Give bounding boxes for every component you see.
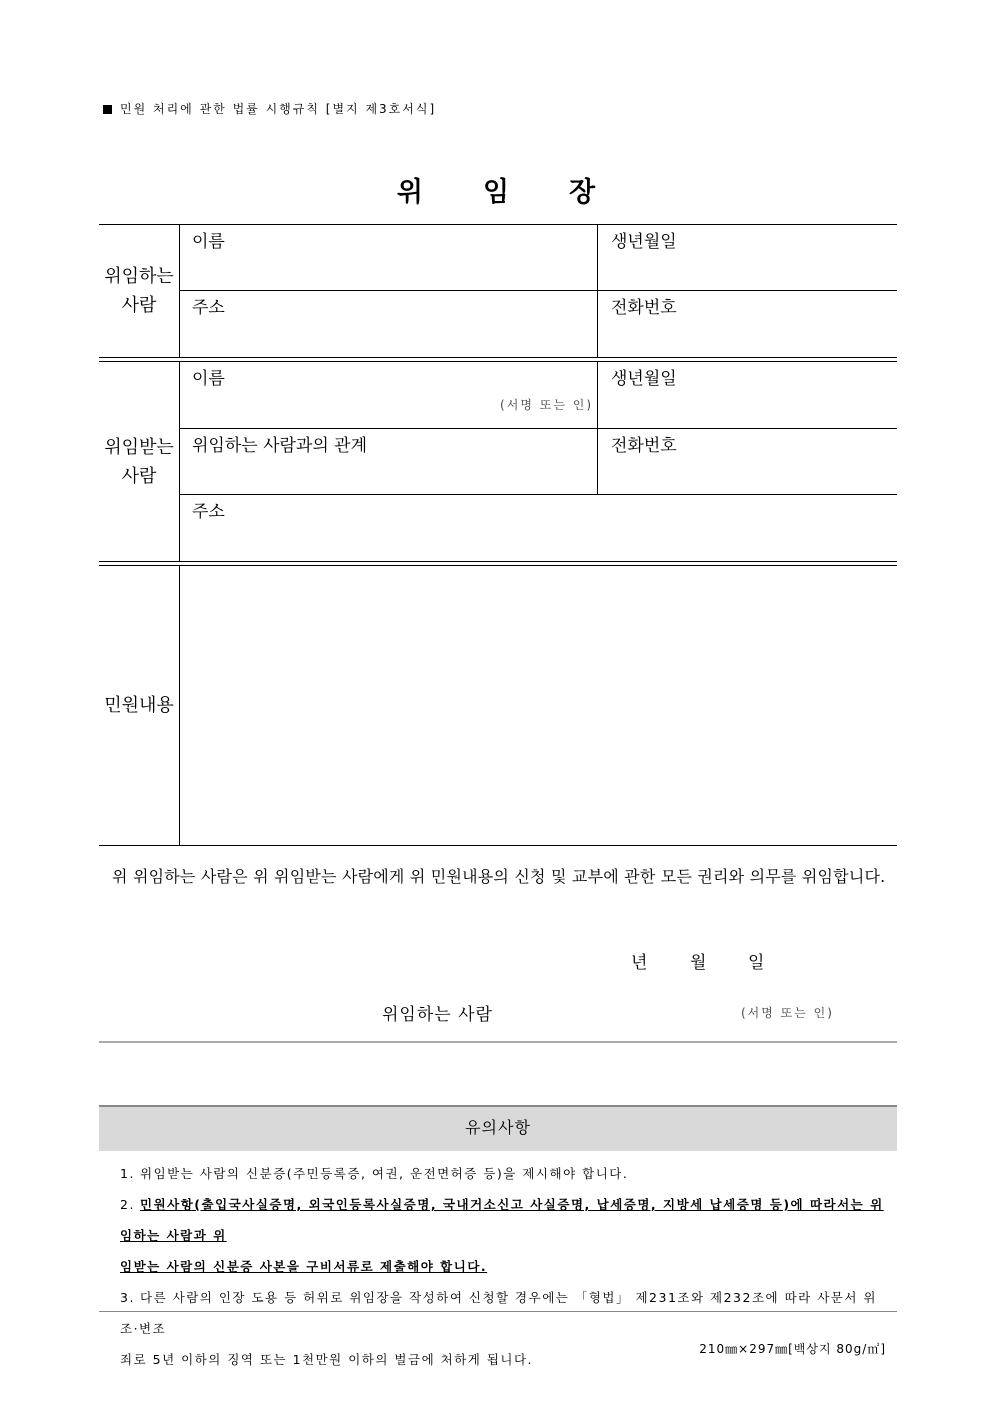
delegator-phone-label: 전화번호 xyxy=(611,298,677,318)
signer-label: 위임하는 사람 xyxy=(382,1005,493,1025)
column-divider xyxy=(597,224,598,357)
date-year-label: 년 xyxy=(631,953,648,973)
delegate-address-label: 주소 xyxy=(192,502,225,522)
section-divider xyxy=(99,561,897,562)
signer-signature-note: (서명 또는 인) xyxy=(741,1006,834,1020)
row-divider xyxy=(180,428,897,429)
delegate-name-label: 이름 xyxy=(192,369,225,389)
delegate-signature-note: (서명 또는 인) xyxy=(500,398,593,412)
form-header: 민원 처리에 관한 법률 시행규칙 [별지 제3호서식] xyxy=(103,100,436,117)
section-divider xyxy=(99,565,897,566)
notice-header: 유의사항 xyxy=(99,1105,897,1151)
delegation-statement: 위 위임하는 사람은 위 위임받는 사람에게 위 민원내용의 신청 및 교부에 관한 모든 권리와 의무를 위임합니다. xyxy=(112,867,886,886)
delegate-section-label: 위임받는 사람 xyxy=(104,437,174,487)
notice-item-continuation: 죄로 5년 이하의 징역 또는 1천만원 이하의 벌금에 처하게 됩니다. xyxy=(120,1352,534,1367)
delegate-phone-label: 전화번호 xyxy=(611,436,677,456)
date-month-label: 월 xyxy=(690,953,707,973)
section-divider xyxy=(99,361,897,362)
row-divider xyxy=(180,494,897,495)
notice-item: 3. 다른 사람의 인장 도용 등 허위로 위임장을 작성하여 신청할 경우에는 「형법」 제231조와 제232조에 따라 사문서 위조·변조 xyxy=(120,1290,877,1336)
table-bottom-line xyxy=(99,845,897,846)
notice-item: 1. 위임받는 사람의 신분증(주민등록증, 여권, 운전면허증 등)을 제시해야 합니다. xyxy=(120,1166,629,1181)
delegator-section-label: 위임하는 사람 xyxy=(104,266,174,316)
delegate-birth-label: 생년월일 xyxy=(611,369,677,389)
date-day-label: 일 xyxy=(748,953,765,973)
section-divider xyxy=(99,357,897,358)
petition-content-label: 민원내용 xyxy=(104,695,174,716)
paper-spec: 210㎜×297㎜[백상지 80g/㎡] xyxy=(699,1342,886,1356)
row-divider xyxy=(180,290,897,291)
column-divider xyxy=(179,565,180,845)
column-divider xyxy=(179,224,180,357)
delegate-relation-label: 위임하는 사람과의 관계 xyxy=(192,436,368,456)
page-title: 위임장 xyxy=(396,177,656,208)
notice-item-continuation: 임받는 사람의 신분증 사본을 구비서류로 제출해야 합니다. xyxy=(120,1259,488,1274)
square-bullet-icon xyxy=(103,105,112,114)
delegator-name-label: 이름 xyxy=(192,232,225,252)
table-top-line xyxy=(99,224,897,225)
column-divider xyxy=(179,361,180,561)
notice-item: 2. 민원사항(출입국사실증명, 외국인등록사실증명, 국내거소신고 사실증명, 납세증명, 지방세 납세증명 등)에 따라서는 위임하는 사람과 위 xyxy=(120,1197,884,1243)
delegator-address-label: 주소 xyxy=(192,298,225,318)
delegator-birth-label: 생년월일 xyxy=(611,232,677,252)
column-divider xyxy=(597,361,598,494)
notice-bottom-line xyxy=(99,1311,897,1312)
form-bottom-rule xyxy=(99,1041,897,1043)
